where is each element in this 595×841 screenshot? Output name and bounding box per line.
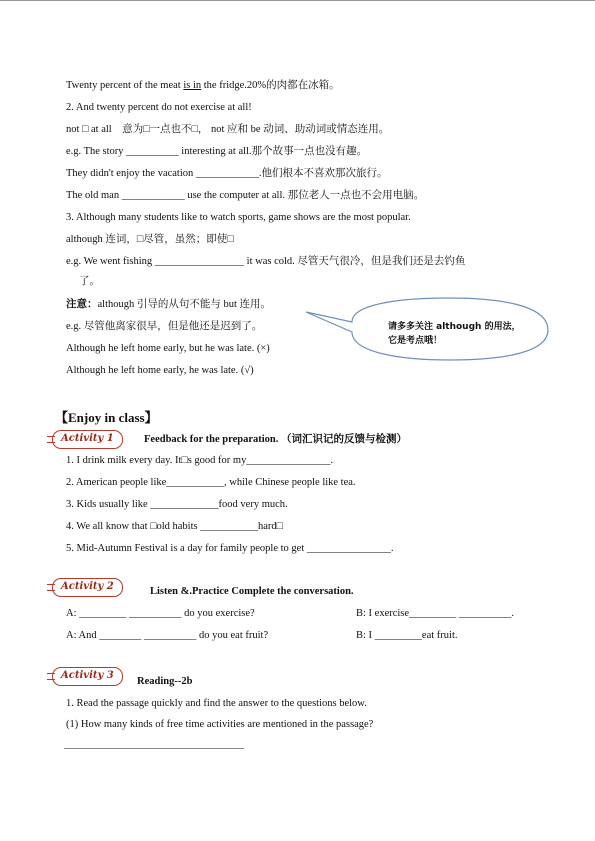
text-part: the fridge.20%的肉都在冰箱。 [201, 80, 340, 91]
callout-line-1: 请多多关注 although 的用法， [388, 322, 521, 332]
activity-1-item-2: 2. American people like___________, while Chinese people like tea. [66, 477, 356, 488]
activity-2-badge: Activity 2 [52, 578, 123, 597]
activity-1-item-1: 1. I drink milk every day. It□s good for my________________. [66, 455, 333, 466]
example-late: e.g. 尽管他离家很早，但是他还是迟到了。 [66, 321, 263, 332]
although-definition: although 连词，□尽管，虽然；即使□ [66, 234, 234, 245]
text-part: Twenty percent of the meat [66, 80, 184, 91]
wrong-sentence: Although he left home early, but he was late. (×) [66, 343, 270, 354]
point-3-heading: 3. Although many students like to watch sports, game shows are the most popular. [66, 212, 411, 223]
callout-line-2: 它是考点哦！ [388, 336, 443, 346]
example-vacation: They didn't enjoy the vacation ____________.他们根本不喜欢那次旅行。 [66, 168, 388, 179]
note-text: although 引导的从句不能与 but 连用。 [97, 299, 272, 310]
not-at-all-note: not □ at all 意为□一点也不□， not 应和 be 动词、助动词或情态连用。 [66, 124, 390, 135]
underlined-text: is in [183, 80, 202, 91]
dialogue-a-2: A: And ________ __________ do you eat fruit? [66, 630, 269, 641]
activity-1-item-3: 3. Kids usually like _____________food very much. [66, 499, 288, 510]
dialogue-b-2: B: I _________eat fruit. [356, 630, 458, 641]
example-story: e.g. The story __________ interesting at all.那个故事一点也没有趣。 [66, 146, 368, 157]
activity-1-item-4: 4. We all know that □old habits ___________hard□ [66, 521, 283, 532]
point-2-heading: 2. And twenty percent do not exercise at all! [66, 102, 252, 113]
answer-line [64, 748, 244, 749]
dialogue-a-1: A: _________ __________ do you exercise? [66, 608, 255, 619]
dialogue-b-1: B: I exercise_________ __________. [356, 608, 515, 619]
section-title: 【Enjoy in class】 [55, 410, 158, 425]
callout-text [388, 320, 538, 348]
correct-sentence: Although he left home early, he was late. (√) [66, 365, 254, 376]
example-fishing: e.g. We went fishing _________________ it was cold. 尽管天气很冷，但是我们还是去钓鱼 [66, 256, 466, 267]
example-old-man: The old man ____________ use the computer at all. 那位老人一点也不会用电脑。 [66, 190, 425, 201]
activity-2-title: Listen &.Practice Complete the conversation. [150, 586, 354, 597]
reading-instruction: 1. Read the passage quickly and find the answer to the questions below. [66, 698, 367, 709]
example-fishing-cont: 了。 [79, 276, 100, 287]
activity-1-item-5: 5. Mid-Autumn Festival is a day for family people to get ________________. [66, 543, 394, 554]
note-label: 注意： [66, 299, 98, 310]
activity-1-badge: Activity 1 [52, 430, 123, 449]
activity-3-title: Reading--2b [137, 676, 193, 687]
activity-3-badge: Activity 3 [52, 667, 123, 686]
activity-1-title: Feedback for the preparation. （词汇识记的反馈与检测） [144, 434, 407, 445]
reading-question-1: (1) How many kinds of free time activities are mentioned in the passage? [66, 719, 374, 730]
